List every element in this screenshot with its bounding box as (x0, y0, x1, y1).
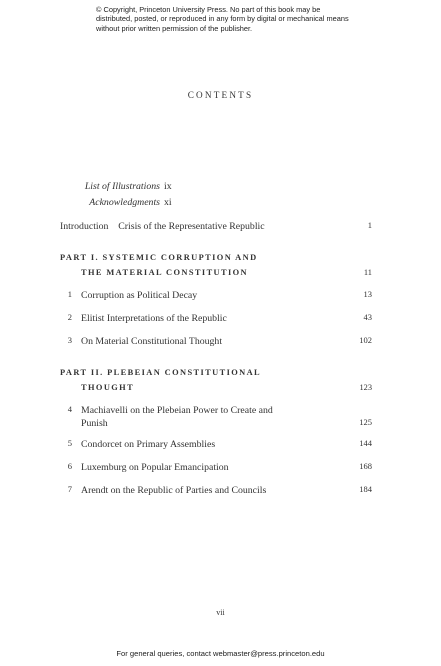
part-heading-line1: PART I. SYSTEMIC CORRUPTION AND (60, 253, 258, 262)
chapter-page: 43 (363, 312, 372, 322)
part-heading-line2: THOUGHT (81, 382, 135, 392)
toc-entry-page: 1 (367, 220, 372, 230)
chapter-page: 13 (363, 289, 372, 299)
front-matter-title: List of Illustrations (84, 181, 160, 192)
part-heading-line2: THE MATERIAL CONSTITUTION (81, 267, 249, 277)
chapter-number: 6 (67, 461, 72, 471)
page-number: vii (216, 608, 225, 617)
part-heading-1 (60, 251, 372, 280)
chapter-title: Luxemburg on Popular Emancipation (81, 462, 229, 473)
chapter-number: 4 (67, 404, 72, 414)
chapter-page: 102 (359, 335, 372, 345)
chapter-number: 7 (67, 484, 72, 494)
chapter-title: Machiavelli on the Plebeian Power to Create and Punish (81, 405, 273, 429)
introduction-title: Crisis of the Representative Republic (118, 221, 265, 232)
footer-contact: For general queries, contact webmaster@press.princeton.edu (116, 649, 325, 658)
part-heading-page: 123 (359, 382, 372, 392)
chapter-number: 2 (67, 312, 72, 322)
chapter-number: 5 (67, 438, 72, 448)
chapter-title: On Material Constitutional Thought (81, 336, 223, 347)
front-matter-title: Acknowledgments (89, 197, 160, 208)
front-matter-page: xi (164, 197, 172, 208)
copyright-notice: © Copyright, Princeton University Press. No part of this book may be distributed, posted, or reproduced in any form by digital or mechanical means without prior written permission of the publisher. (96, 5, 349, 33)
chapter-title: Elitist Interpretations of the Republic (81, 313, 227, 324)
chapter-title: Condorcet on Primary Assemblies (81, 439, 216, 450)
introduction-label: Introduction (60, 221, 109, 232)
toc-entry-title (60, 220, 350, 233)
chapter-title: Arendt on the Republic of Parties and Councils (81, 485, 267, 496)
chapter-title: Corruption as Political Decay (81, 290, 198, 301)
part-heading-page: 11 (363, 267, 372, 277)
chapter-page: 168 (359, 461, 372, 471)
chapter-page: 184 (359, 484, 372, 494)
page-title: CONTENTS (187, 90, 254, 100)
front-matter-page: ix (164, 181, 172, 192)
chapter-page: 144 (359, 438, 372, 448)
chapter-page: 125 (359, 417, 372, 427)
part-heading-2 (60, 366, 372, 395)
chapter-number: 1 (67, 289, 72, 299)
chapter-number: 3 (67, 335, 72, 345)
part-heading-line1: PART II. PLEBEIAN CONSTITUTIONAL (60, 368, 262, 377)
